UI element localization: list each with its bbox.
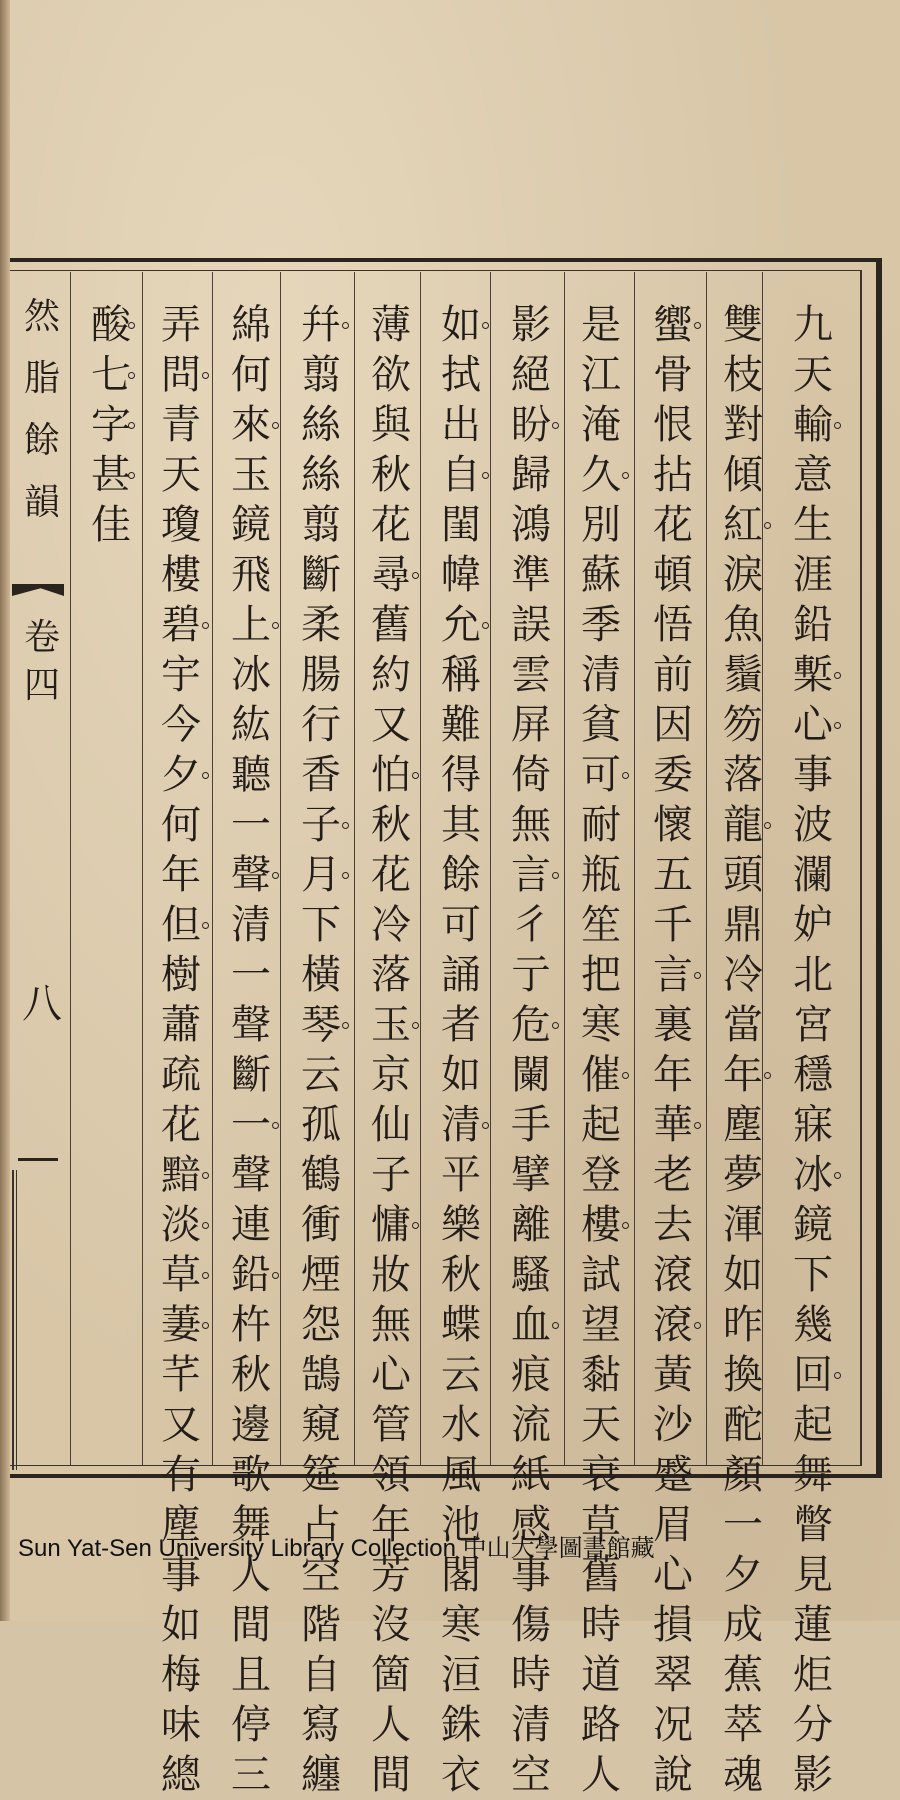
column-rule — [142, 272, 143, 1465]
punctuation-circle — [482, 472, 489, 479]
punctuation-circle — [128, 322, 135, 329]
text-column-7: 薄欲與秋花尋舊約又怕秋花冷落玉京仙子慵妝無心管領年芳沒箇人間 — [371, 302, 411, 1798]
punctuation-marks-col7 — [412, 300, 422, 1420]
punctuation-circle — [202, 1222, 209, 1229]
punctuation-circle — [272, 622, 279, 629]
punctuation-marks-col9 — [272, 300, 282, 1420]
text-column-9: 綿何來玉鏡飛上冰紘聽一聲清一聲斷一聲連鉛杵秋邊歌舞人間且停三 — [231, 302, 271, 1798]
punctuation-circle — [622, 472, 629, 479]
column-rule — [564, 272, 565, 1465]
margin-volume-label: 卷四 — [23, 617, 60, 706]
margin-rule — [12, 1170, 14, 1470]
text-column-3: 蠁骨恨拈花頓悟前因委懷五千言裏年華老去滾滾黃沙蹙眉心損翠况說 — [653, 302, 693, 1798]
column-rule — [212, 272, 213, 1465]
collection-caption: Sun Yat-Sen University Library Collection 中山大學圖書館藏 — [18, 1535, 655, 1562]
punctuation-circle — [202, 1172, 209, 1179]
punctuation-circle — [342, 1022, 349, 1029]
punctuation-circle — [834, 422, 841, 429]
punctuation-marks-col3 — [694, 300, 704, 1420]
text-column-10: 弄問青天瓊樓碧宇今夕何年但樹蕭疏花黯淡草萋芊又有塵事如梅味總 — [161, 302, 201, 1798]
punctuation-circle — [552, 1022, 559, 1029]
punctuation-circle — [694, 322, 701, 329]
punctuation-circle — [342, 822, 349, 829]
text-column-4: 是江淹久別蘇季清貧可耐瓶笙把寒催起登樓試望黏天衰草舊時道路人 — [581, 302, 621, 1798]
text-column-6: 如拭出自閨幃允稱難得其餘可誦者如清平樂秋蝶云水風池閣寒洹銖衣 — [441, 302, 481, 1798]
punctuation-circle — [272, 1272, 279, 1279]
punctuation-circle — [412, 1022, 419, 1029]
punctuation-circle — [202, 772, 209, 779]
punctuation-circle — [412, 1222, 419, 1229]
punctuation-circle — [622, 1072, 629, 1079]
punctuation-marks-col1 — [834, 300, 844, 1420]
punctuation-circle — [552, 422, 559, 429]
punctuation-circle — [128, 422, 135, 429]
column-rule — [70, 272, 71, 1465]
punctuation-circle — [834, 1372, 841, 1379]
text-column-5: 影絕盼歸鴻準誤雲屏倚無言彳亍危闌手擘離騷血痕流紙感事傷時清空 — [511, 302, 551, 1798]
column-rule — [706, 272, 707, 1465]
punctuation-circle — [482, 622, 489, 629]
margin-tick-mark — [18, 1158, 58, 1161]
punctuation-circle — [128, 472, 135, 479]
punctuation-circle — [764, 522, 771, 529]
punctuation-circle — [202, 1322, 209, 1329]
punctuation-marks-col5 — [552, 300, 562, 1420]
margin-rule — [16, 1170, 17, 1470]
punctuation-circle — [272, 422, 279, 429]
punctuation-circle — [202, 372, 209, 379]
punctuation-circle — [764, 1072, 771, 1079]
punctuation-circle — [272, 1122, 279, 1129]
punctuation-circle — [342, 322, 349, 329]
punctuation-circle — [622, 1222, 629, 1229]
punctuation-marks-col6 — [482, 300, 492, 1420]
column-rule — [354, 272, 355, 1465]
punctuation-marks-col2 — [764, 300, 774, 1420]
text-column-11: 酸七字甚佳 — [91, 302, 131, 548]
margin-book-title: 然脂餘韻 — [23, 296, 60, 523]
text-column-1: 九天輸意生涯鉛槧心事波瀾妒北宮穩寐冰鏡下幾回起舞瞥見蓮炬分影 — [793, 302, 833, 1798]
punctuation-marks-col11 — [128, 300, 138, 1420]
punctuation-marks-col4 — [622, 300, 632, 1420]
punctuation-circle — [694, 1322, 701, 1329]
punctuation-circle — [622, 772, 629, 779]
binding-edge — [0, 0, 10, 1621]
punctuation-marks-col10 — [202, 300, 212, 1420]
text-column-8: 幷翦絲絲翦斷柔腸行香子月下橫琴云孤鶴衝煙怨鵠窺筵占空階自寫纏 — [301, 302, 341, 1798]
punctuation-marks-col8 — [342, 300, 352, 1420]
punctuation-circle — [412, 772, 419, 779]
punctuation-circle — [834, 722, 841, 729]
punctuation-circle — [694, 972, 701, 979]
punctuation-circle — [552, 1322, 559, 1329]
punctuation-circle — [202, 1272, 209, 1279]
punctuation-circle — [482, 322, 489, 329]
punctuation-circle — [694, 1122, 701, 1129]
punctuation-circle — [272, 872, 279, 879]
punctuation-circle — [552, 872, 559, 879]
punctuation-circle — [342, 872, 349, 879]
text-column-2: 雙枝對傾紅淚魚鬚笏落龍頭鼎冷當年塵夢渾如昨換酡顏一夕成蕉萃魂 — [723, 302, 763, 1798]
punctuation-circle — [834, 672, 841, 679]
margin-page-number: 八 — [22, 981, 62, 1027]
punctuation-circle — [412, 572, 419, 579]
punctuation-circle — [834, 1172, 841, 1179]
punctuation-circle — [482, 1122, 489, 1129]
punctuation-circle — [764, 822, 771, 829]
punctuation-circle — [128, 372, 135, 379]
punctuation-circle — [202, 622, 209, 629]
column-rule — [634, 272, 635, 1465]
punctuation-circle — [202, 922, 209, 929]
